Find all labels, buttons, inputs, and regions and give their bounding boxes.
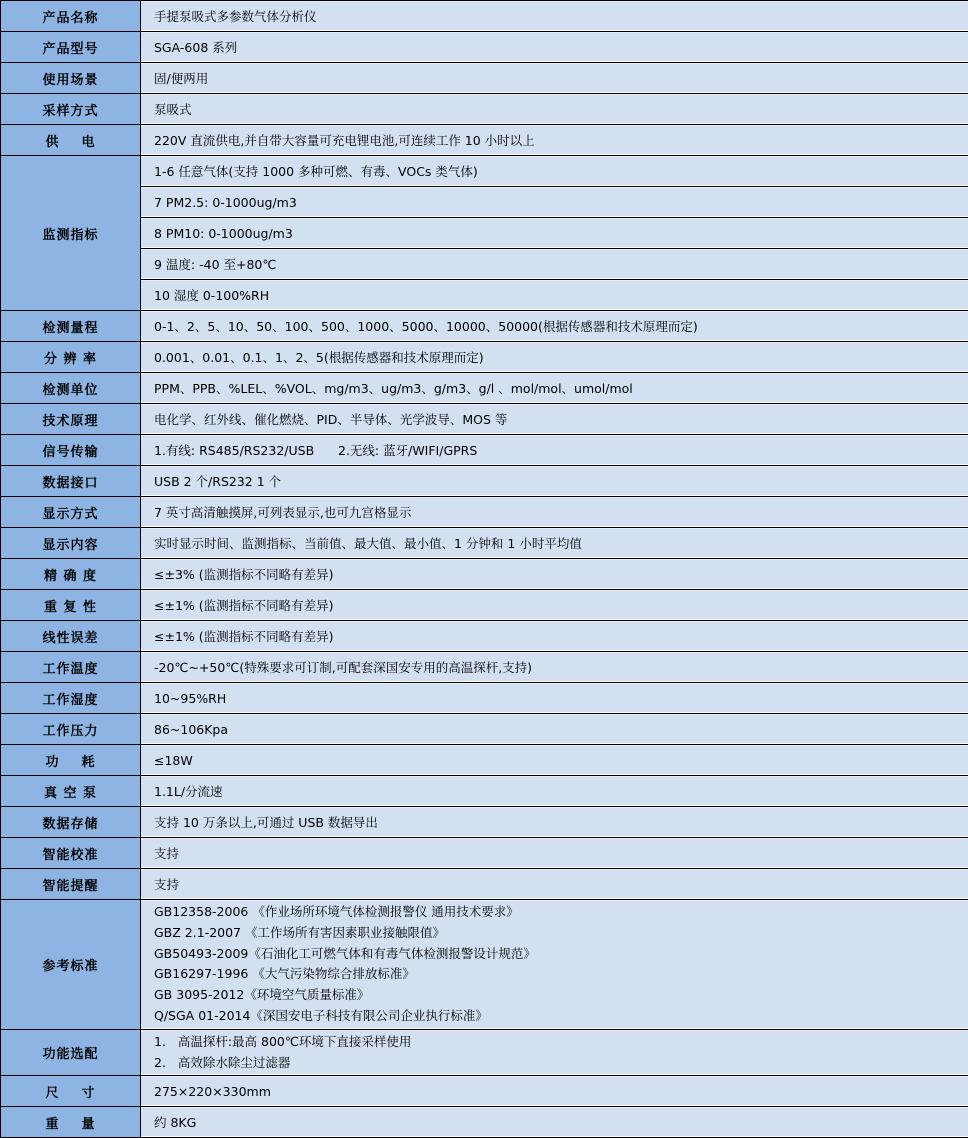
spec-value-cell: ≤18W bbox=[141, 745, 968, 776]
table-row bbox=[1, 373, 968, 404]
table-row bbox=[1, 435, 968, 466]
spec-label-cell: 显示方式 bbox=[1, 497, 141, 528]
spec-value-cell: 约 8KG bbox=[141, 1107, 968, 1138]
spec-value-line: GBZ 2.1-2007 《工作场所有害因素职业接触限值》 bbox=[154, 923, 955, 944]
table-row bbox=[1, 590, 968, 621]
table-row bbox=[1, 1107, 968, 1138]
spec-label-cell: 重 量 bbox=[1, 1107, 141, 1138]
spec-label-cell: 尺 寸 bbox=[1, 1076, 141, 1107]
table-row bbox=[1, 466, 968, 497]
spec-value-cell: ≤±1% (监测指标不同略有差异) bbox=[141, 621, 968, 652]
table-row bbox=[1, 218, 968, 249]
spec-label-cell: 技术原理 bbox=[1, 404, 141, 435]
spec-value-cell: 86~106Kpa bbox=[141, 714, 968, 745]
spec-label-cell: 监测指标 bbox=[1, 156, 141, 311]
spec-label-cell: 智能校准 bbox=[1, 838, 141, 869]
spec-label-cell: 显示内容 bbox=[1, 528, 141, 559]
spec-value-cell: 0.001、0.01、0.1、1、2、5(根据传感器和技术原理而定) bbox=[141, 342, 968, 373]
spec-table-body bbox=[1, 1, 968, 1138]
spec-value-cell: 泵吸式 bbox=[141, 94, 968, 125]
spec-label-cell: 工作温度 bbox=[1, 652, 141, 683]
spec-label-cell: 重 复 性 bbox=[1, 590, 141, 621]
table-row bbox=[1, 156, 968, 187]
table-row bbox=[1, 32, 968, 63]
spec-value-line: GB50493-2009《石油化工可燃气体和有毒气体检测报警设计规范》 bbox=[154, 944, 955, 965]
spec-label-cell: 产品名称 bbox=[1, 1, 141, 32]
spec-label-cell: 检测单位 bbox=[1, 373, 141, 404]
spec-value-line: GB 3095-2012《环境空气质量标准》 bbox=[154, 985, 955, 1006]
spec-label-cell: 参考标准 bbox=[1, 900, 141, 1030]
spec-value-cell: 支持 bbox=[141, 869, 968, 900]
table-row bbox=[1, 838, 968, 869]
spec-label-cell: 功 耗 bbox=[1, 745, 141, 776]
spec-label-cell: 采样方式 bbox=[1, 94, 141, 125]
spec-label-cell: 使用场景 bbox=[1, 63, 141, 94]
spec-value-cell: ≤±3% (监测指标不同略有差异) bbox=[141, 559, 968, 590]
spec-label-cell: 工作湿度 bbox=[1, 683, 141, 714]
spec-value-cell: 9 温度: -40 至+80℃ bbox=[141, 249, 968, 280]
table-row bbox=[1, 342, 968, 373]
table-row bbox=[1, 559, 968, 590]
spec-value-cell: PPM、PPB、%LEL、%VOL、mg/m3、ug/m3、g/m3、g/l 、mol/mol、umol/mol bbox=[141, 373, 968, 404]
spec-label-cell: 产品型号 bbox=[1, 32, 141, 63]
spec-label-cell: 信号传输 bbox=[1, 435, 141, 466]
spec-value-cell: 7 PM2.5: 0-1000ug/m3 bbox=[141, 187, 968, 218]
spec-label-cell: 检测量程 bbox=[1, 311, 141, 342]
spec-value-cell: SGA-608 系列 bbox=[141, 32, 968, 63]
spec-value-cell: 10~95%RH bbox=[141, 683, 968, 714]
spec-value-line: GB16297-1996 《大气污染物综合排放标准》 bbox=[154, 964, 955, 985]
spec-label-cell: 智能提醒 bbox=[1, 869, 141, 900]
table-row bbox=[1, 528, 968, 559]
spec-label-cell: 数据存储 bbox=[1, 807, 141, 838]
table-row bbox=[1, 311, 968, 342]
spec-value-line: GB12358-2006 《作业场所环境气体检测报警仪 通用技术要求》 bbox=[154, 902, 955, 923]
spec-value-cell: ≤±1% (监测指标不同略有差异) bbox=[141, 590, 968, 621]
spec-label-cell: 数据接口 bbox=[1, 466, 141, 497]
spec-label-cell: 功能选配 bbox=[1, 1029, 141, 1076]
spec-value-line: 2. 高效除水除尘过滤器 bbox=[154, 1053, 955, 1074]
spec-value-cell: 1-6 任意气体(支持 1000 多种可燃、有毒、VOCs 类气体) bbox=[141, 156, 968, 187]
spec-value-cell: 275×220×330mm bbox=[141, 1076, 968, 1107]
table-row bbox=[1, 1076, 968, 1107]
table-row bbox=[1, 187, 968, 218]
spec-value-cell: 7 英寸高清触摸屏,可列表显示,也可九宫格显示 bbox=[141, 497, 968, 528]
table-row bbox=[1, 807, 968, 838]
table-row bbox=[1, 745, 968, 776]
spec-label-cell: 工作压力 bbox=[1, 714, 141, 745]
spec-value-cell: 1.有线: RS485/RS232/USB 2.无线: 蓝牙/WIFI/GPRS bbox=[141, 435, 968, 466]
spec-value-cell: 8 PM10: 0-1000ug/m3 bbox=[141, 218, 968, 249]
spec-value-cell: 1.1L/分流速 bbox=[141, 776, 968, 807]
table-row bbox=[1, 1029, 968, 1076]
spec-value-cell bbox=[141, 1029, 968, 1076]
spec-value-cell: 电化学、红外线、催化燃烧、PID、半导体、光学波导、MOS 等 bbox=[141, 404, 968, 435]
table-row bbox=[1, 621, 968, 652]
spec-value-line: Q/SGA 01-2014《深国安电子科技有限公司企业执行标准》 bbox=[154, 1006, 955, 1027]
table-row bbox=[1, 776, 968, 807]
spec-value-cell: 实时显示时间、监测指标、当前值、最大值、最小值、1 分钟和 1 小时平均值 bbox=[141, 528, 968, 559]
spec-label-cell: 真 空 泵 bbox=[1, 776, 141, 807]
spec-label-cell: 供 电 bbox=[1, 125, 141, 156]
spec-value-cell: USB 2 个/RS232 1 个 bbox=[141, 466, 968, 497]
spec-value-cell: 固/便两用 bbox=[141, 63, 968, 94]
spec-label-cell: 分 辨 率 bbox=[1, 342, 141, 373]
table-row bbox=[1, 280, 968, 311]
spec-value-cell: 10 湿度 0-100%RH bbox=[141, 280, 968, 311]
table-row bbox=[1, 63, 968, 94]
table-row bbox=[1, 1, 968, 32]
spec-value-cell: 手提泵吸式多参数气体分析仪 bbox=[141, 1, 968, 32]
spec-label-cell: 线性误差 bbox=[1, 621, 141, 652]
spec-label-cell: 精 确 度 bbox=[1, 559, 141, 590]
table-row bbox=[1, 652, 968, 683]
table-row bbox=[1, 497, 968, 528]
table-row bbox=[1, 249, 968, 280]
spec-value-cell: 支持 bbox=[141, 838, 968, 869]
table-row bbox=[1, 125, 968, 156]
spec-value-line: 1. 高温探杆:最高 800℃环境下直接采样使用 bbox=[154, 1032, 955, 1053]
table-row bbox=[1, 683, 968, 714]
table-row bbox=[1, 714, 968, 745]
spec-value-cell: -20℃~+50℃(特殊要求可订制,可配套深国安专用的高温探杆,支持) bbox=[141, 652, 968, 683]
table-row bbox=[1, 404, 968, 435]
spec-value-cell: 支持 10 万条以上,可通过 USB 数据导出 bbox=[141, 807, 968, 838]
spec-value-cell: 220V 直流供电,并自带大容量可充电锂电池,可连续工作 10 小时以上 bbox=[141, 125, 968, 156]
spec-value-cell: 0-1、2、5、10、50、100、500、1000、5000、10000、50000(根据传感器和技术原理而定) bbox=[141, 311, 968, 342]
table-row bbox=[1, 869, 968, 900]
table-row bbox=[1, 94, 968, 125]
